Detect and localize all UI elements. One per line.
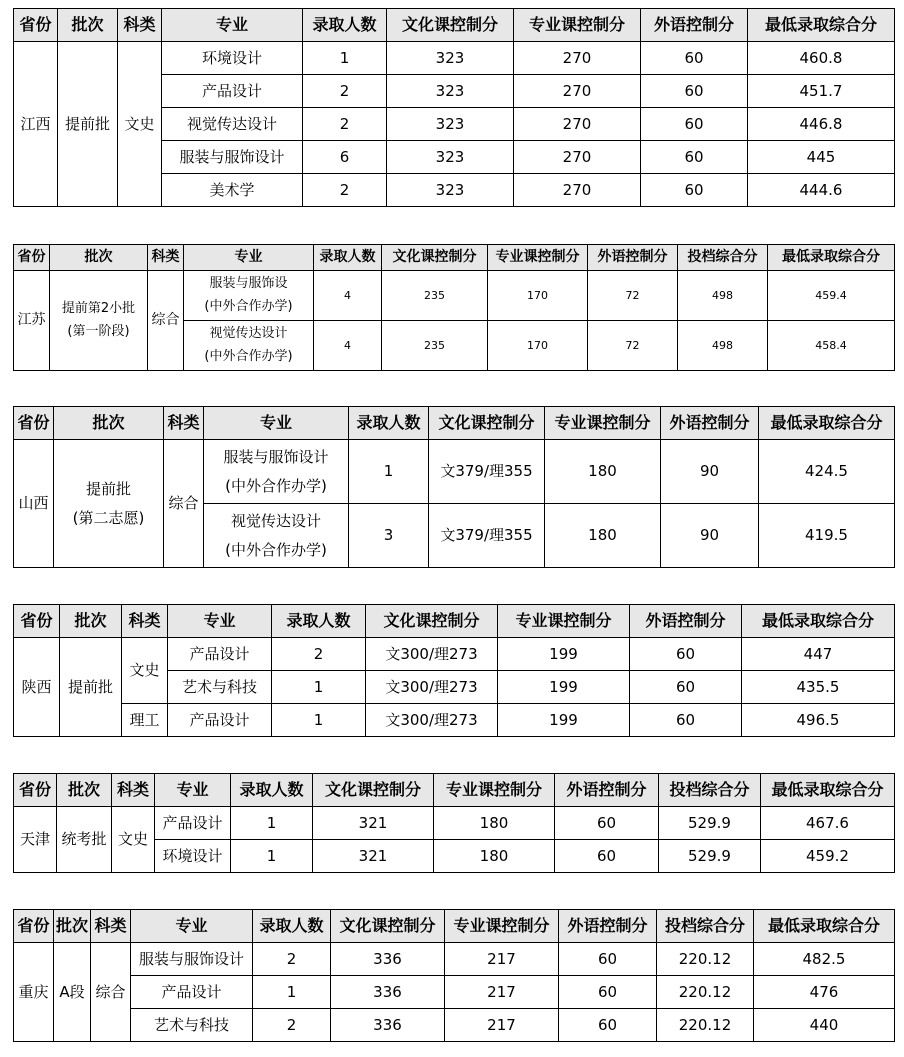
min-score-cell: 446.8: [748, 108, 895, 141]
header-cell: 外语控制分: [630, 605, 742, 638]
professional-score-cell: 270: [514, 75, 641, 108]
table-row: [14, 638, 895, 671]
category-cell: 文史: [112, 807, 155, 873]
header-row: [14, 774, 895, 807]
count-cell: 1: [272, 704, 366, 737]
batch-cell: 提前批: [58, 42, 118, 207]
culture-score-cell: 323: [387, 42, 514, 75]
count-cell: 2: [303, 108, 387, 141]
language-score-cell: 60: [641, 42, 748, 75]
batch-cell: 提前批: [60, 638, 122, 737]
major-line: (中外合作办学): [225, 476, 327, 495]
min-score-cell: 467.6: [761, 807, 895, 840]
language-score-cell: 60: [630, 671, 742, 704]
min-score-cell: 424.5: [759, 440, 895, 504]
professional-score-cell: 170: [488, 321, 588, 371]
culture-score-cell: 336: [331, 943, 445, 976]
professional-score-cell: 270: [514, 174, 641, 207]
province-cell: 江西: [14, 42, 58, 207]
culture-score-cell: 323: [387, 108, 514, 141]
header-cell: 外语控制分: [559, 910, 657, 943]
toudang-score-cell: 220.12: [657, 976, 754, 1009]
culture-score-cell: 321: [313, 807, 434, 840]
table-row: [14, 1009, 895, 1042]
batch-cell: [54, 440, 164, 568]
header-row: [14, 407, 895, 440]
culture-score-cell: 323: [387, 141, 514, 174]
major-cell: 环境设计: [155, 840, 231, 873]
header-cell: 省份: [14, 245, 50, 271]
table-row: [14, 440, 895, 504]
batch-cell: A段: [54, 943, 91, 1042]
major-line: 视觉传达设计: [230, 512, 321, 530]
province-cell: 山西: [14, 440, 54, 568]
header-cell: 省份: [14, 605, 60, 638]
min-score-cell: 459.2: [761, 840, 895, 873]
major-cell: [204, 504, 349, 568]
province-cell: 陕西: [14, 638, 60, 737]
major-cell: 美术学: [162, 174, 303, 207]
header-cell: 省份: [14, 774, 57, 807]
count-cell: 3: [349, 504, 429, 568]
header-cell: 批次: [57, 774, 112, 807]
header-cell: 省份: [14, 910, 54, 943]
major-cell: [184, 321, 314, 371]
major-cell: 艺术与科技: [131, 1009, 253, 1042]
header-cell: 专业课控制分: [498, 605, 630, 638]
language-score-cell: 72: [588, 271, 678, 321]
category-cell: 理工: [122, 704, 168, 737]
culture-score-cell: 文379/理355: [429, 440, 545, 504]
admission-table-jiangsu: [13, 244, 895, 371]
header-cell: 专业课控制分: [514, 9, 641, 42]
professional-score-cell: 270: [514, 108, 641, 141]
toudang-score-cell: 220.12: [657, 943, 754, 976]
count-cell: 4: [314, 271, 382, 321]
header-cell: 省份: [14, 407, 54, 440]
major-cell: 产品设计: [131, 976, 253, 1009]
language-score-cell: 60: [641, 75, 748, 108]
min-score-cell: 476: [754, 976, 895, 1009]
header-cell: 文化课控制分: [313, 774, 434, 807]
language-score-cell: 60: [641, 141, 748, 174]
category-cell: 综合: [164, 440, 204, 568]
major-cell: 产品设计: [168, 638, 272, 671]
min-score-cell: 419.5: [759, 504, 895, 568]
toudang-score-cell: 220.12: [657, 1009, 754, 1042]
header-cell: 投档综合分: [678, 245, 768, 271]
header-cell: 科类: [164, 407, 204, 440]
header-cell: 录取人数: [314, 245, 382, 271]
table-row: [14, 943, 895, 976]
major-cell: [184, 271, 314, 321]
language-score-cell: 90: [661, 440, 759, 504]
major-cell: 视觉传达设计: [162, 108, 303, 141]
header-cell: 省份: [14, 9, 58, 42]
header-cell: 文化课控制分: [429, 407, 545, 440]
header-cell: 科类: [112, 774, 155, 807]
language-score-cell: 72: [588, 321, 678, 371]
min-score-cell: 444.6: [748, 174, 895, 207]
admission-table-shanxi: [13, 406, 895, 568]
min-score-cell: 482.5: [754, 943, 895, 976]
culture-score-cell: 235: [382, 321, 488, 371]
culture-score-cell: 文300/理273: [366, 671, 498, 704]
min-score-cell: 458.4: [768, 321, 895, 371]
header-cell: 批次: [54, 407, 164, 440]
batch-line: 提前批: [85, 480, 131, 498]
professional-score-cell: 199: [498, 704, 630, 737]
count-cell: 2: [253, 943, 331, 976]
header-cell: 外语控制分: [555, 774, 659, 807]
count-cell: 1: [231, 840, 313, 873]
culture-score-cell: 323: [387, 75, 514, 108]
header-cell: 录取人数: [303, 9, 387, 42]
header-cell: 科类: [122, 605, 168, 638]
professional-score-cell: 217: [445, 943, 559, 976]
header-cell: 外语控制分: [641, 9, 748, 42]
header-cell: 文化课控制分: [331, 910, 445, 943]
count-cell: 2: [303, 174, 387, 207]
toudang-score-cell: 498: [678, 271, 768, 321]
language-score-cell: 60: [630, 704, 742, 737]
header-cell: 外语控制分: [661, 407, 759, 440]
major-line: (中外合作办学): [225, 540, 327, 559]
min-score-cell: 496.5: [742, 704, 895, 737]
language-score-cell: 60: [559, 976, 657, 1009]
professional-score-cell: 270: [514, 42, 641, 75]
header-cell: 最低录取综合分: [768, 245, 895, 271]
category-cell: 文史: [118, 42, 162, 207]
header-cell: 最低录取综合分: [748, 9, 895, 42]
language-score-cell: 60: [641, 108, 748, 141]
min-score-cell: 451.7: [748, 75, 895, 108]
province-cell: 天津: [14, 807, 57, 873]
header-cell: 专业: [168, 605, 272, 638]
header-cell: 文化课控制分: [387, 9, 514, 42]
header-cell: 专业: [155, 774, 231, 807]
header-cell: 专业课控制分: [488, 245, 588, 271]
header-cell: 批次: [50, 245, 148, 271]
batch-line: (第一阶段): [67, 323, 130, 339]
header-cell: 专业课控制分: [445, 910, 559, 943]
language-score-cell: 60: [630, 638, 742, 671]
professional-score-cell: 180: [545, 504, 661, 568]
major-cell: 产品设计: [168, 704, 272, 737]
major-cell: 环境设计: [162, 42, 303, 75]
admission-table-tianjin: [13, 773, 895, 873]
header-cell: 科类: [118, 9, 162, 42]
language-score-cell: 90: [661, 504, 759, 568]
professional-score-cell: 170: [488, 271, 588, 321]
culture-score-cell: 文300/理273: [366, 638, 498, 671]
professional-score-cell: 199: [498, 638, 630, 671]
batch-cell: 统考批: [57, 807, 112, 873]
header-cell: 专业课控制分: [545, 407, 661, 440]
table-row: [14, 807, 895, 840]
count-cell: 1: [349, 440, 429, 504]
header-cell: 科类: [91, 910, 131, 943]
header-cell: 录取人数: [272, 605, 366, 638]
table-row: [14, 271, 895, 321]
header-cell: 文化课控制分: [382, 245, 488, 271]
toudang-score-cell: 529.9: [659, 840, 761, 873]
header-cell: 投档综合分: [657, 910, 754, 943]
category-cell: 综合: [148, 271, 184, 371]
header-cell: 批次: [54, 910, 91, 943]
professional-score-cell: 180: [434, 840, 555, 873]
min-score-cell: 435.5: [742, 671, 895, 704]
header-cell: 专业: [204, 407, 349, 440]
header-cell: 外语控制分: [588, 245, 678, 271]
admission-table-shaanxi: [13, 604, 895, 737]
professional-score-cell: 217: [445, 976, 559, 1009]
professional-score-cell: 180: [434, 807, 555, 840]
table-row: [14, 976, 895, 1009]
header-cell: 最低录取综合分: [761, 774, 895, 807]
min-score-cell: 445: [748, 141, 895, 174]
header-cell: 专业: [184, 245, 314, 271]
major-line: (中外合作办学): [204, 298, 293, 314]
header-row: [14, 605, 895, 638]
count-cell: 4: [314, 321, 382, 371]
major-line: 视觉传达设计: [209, 326, 288, 342]
header-cell: 录取人数: [253, 910, 331, 943]
table-row: [14, 704, 895, 737]
professional-score-cell: 180: [545, 440, 661, 504]
major-line: 服装与服饰设: [209, 276, 288, 292]
major-cell: 艺术与科技: [168, 671, 272, 704]
header-cell: 科类: [148, 245, 184, 271]
header-row: [14, 9, 895, 42]
header-cell: 批次: [60, 605, 122, 638]
count-cell: 1: [231, 807, 313, 840]
toudang-score-cell: 498: [678, 321, 768, 371]
header-cell: 文化课控制分: [366, 605, 498, 638]
major-cell: 产品设计: [155, 807, 231, 840]
count-cell: 2: [272, 638, 366, 671]
major-cell: 服装与服饰设计: [162, 141, 303, 174]
count-cell: 1: [303, 42, 387, 75]
culture-score-cell: 文379/理355: [429, 504, 545, 568]
major-line: 服装与服饰设计: [223, 448, 329, 466]
language-score-cell: 60: [555, 807, 659, 840]
major-cell: [204, 440, 349, 504]
culture-score-cell: 文300/理273: [366, 704, 498, 737]
header-cell: 批次: [58, 9, 118, 42]
professional-score-cell: 217: [445, 1009, 559, 1042]
category-cell: 文史: [122, 638, 168, 704]
admission-table-chongqing: [13, 909, 895, 1042]
culture-score-cell: 336: [331, 1009, 445, 1042]
header-cell: 录取人数: [231, 774, 313, 807]
language-score-cell: 60: [641, 174, 748, 207]
header-cell: 专业: [162, 9, 303, 42]
professional-score-cell: 270: [514, 141, 641, 174]
count-cell: 2: [253, 1009, 331, 1042]
major-line: (中外合作办学): [204, 348, 293, 364]
toudang-score-cell: 529.9: [659, 807, 761, 840]
header-cell: 投档综合分: [659, 774, 761, 807]
table-row: [14, 42, 895, 75]
province-cell: 重庆: [14, 943, 54, 1042]
culture-score-cell: 336: [331, 976, 445, 1009]
count-cell: 6: [303, 141, 387, 174]
province-cell: 江苏: [14, 271, 50, 371]
professional-score-cell: 199: [498, 671, 630, 704]
header-cell: 录取人数: [349, 407, 429, 440]
language-score-cell: 60: [555, 840, 659, 873]
culture-score-cell: 323: [387, 174, 514, 207]
header-cell: 专业: [131, 910, 253, 943]
min-score-cell: 447: [742, 638, 895, 671]
culture-score-cell: 321: [313, 840, 434, 873]
header-row: [14, 910, 895, 943]
min-score-cell: 460.8: [748, 42, 895, 75]
count-cell: 1: [253, 976, 331, 1009]
min-score-cell: 440: [754, 1009, 895, 1042]
batch-line: (第二志愿): [72, 508, 145, 527]
language-score-cell: 60: [559, 943, 657, 976]
batch-line: 提前第2小批: [61, 301, 136, 317]
language-score-cell: 60: [559, 1009, 657, 1042]
major-cell: 产品设计: [162, 75, 303, 108]
admission-table-jiangxi: [13, 8, 895, 207]
min-score-cell: 459.4: [768, 271, 895, 321]
header-cell: 最低录取综合分: [759, 407, 895, 440]
category-cell: 综合: [91, 943, 131, 1042]
batch-cell: [50, 271, 148, 371]
count-cell: 2: [303, 75, 387, 108]
culture-score-cell: 235: [382, 271, 488, 321]
header-row: [14, 245, 895, 271]
count-cell: 1: [272, 671, 366, 704]
header-cell: 最低录取综合分: [742, 605, 895, 638]
header-cell: 专业课控制分: [434, 774, 555, 807]
header-cell: 最低录取综合分: [754, 910, 895, 943]
major-cell: 服装与服饰设计: [131, 943, 253, 976]
